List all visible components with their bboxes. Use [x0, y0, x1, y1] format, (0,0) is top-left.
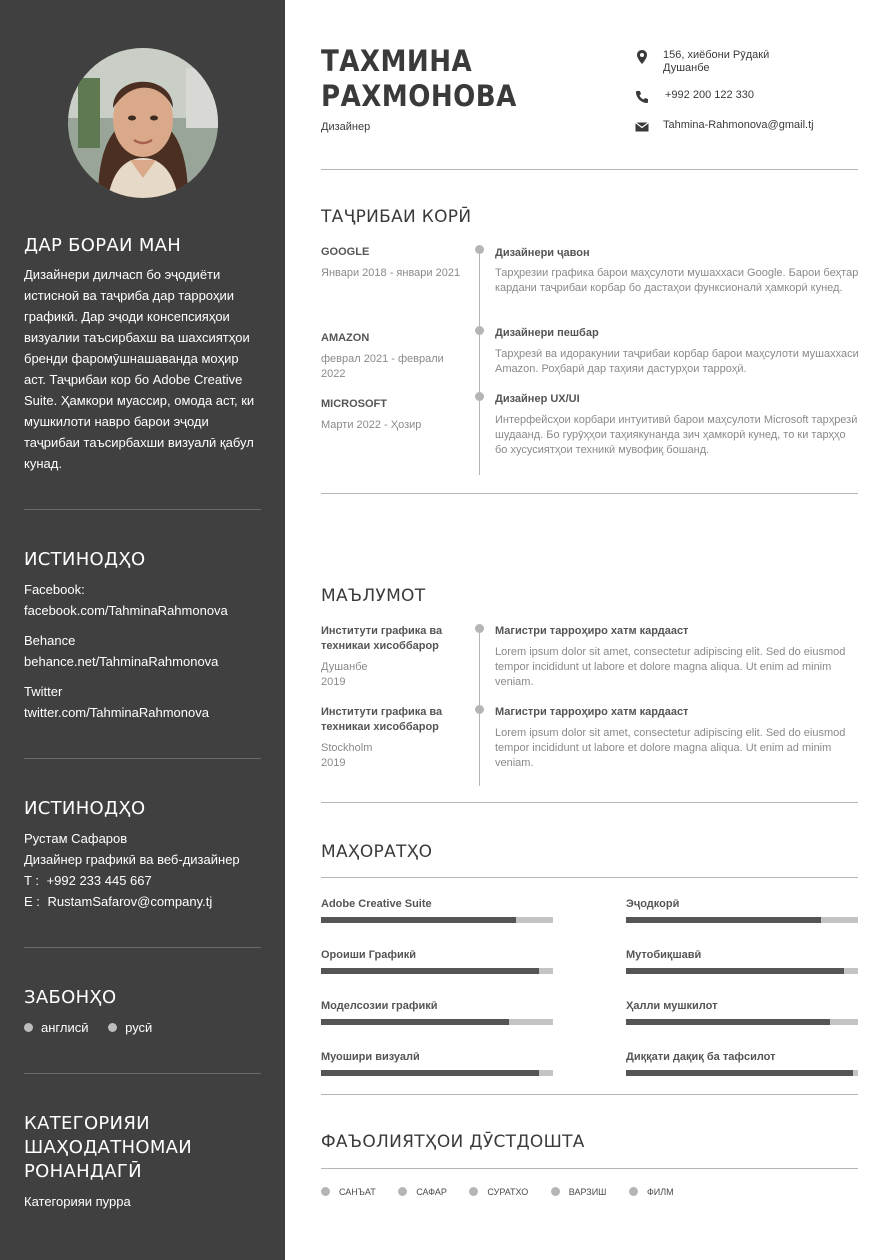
skill-name: Ороиши Графикӣ — [321, 949, 417, 961]
company-name: MICROSOFT — [321, 398, 387, 410]
links-heading: ИСТИНОДҲО — [24, 549, 146, 570]
job-description: Интерфейсҳои корбари интуитивӣ барои маҳсулоти Microsoft тарҳрезӣ шудаанд. Бо гурӯҳҳои таҳиякунанда зич ҳамкорӣ кунед, то ки тарҳҳо бо хусусиятҳои техникӣ мувофиқ бошанд. — [495, 414, 858, 456]
skill-bar-fill — [321, 1070, 539, 1076]
bullet-icon — [398, 1187, 407, 1196]
skills-heading: МАҲОРАТҲО — [321, 842, 433, 862]
company-name: GOOGLE — [321, 246, 370, 258]
skill-name: Диққати дақиқ ба тафсилот — [626, 1051, 776, 1063]
about-text: Дизайнери дилчасп бо эҷодиёти истисноӣ ва таҷриба дар тарроҳии графикӣ. Дар эҷоди консепсияҳои визуалии таъсирбахш ва шахсиятҳои бренди фаромӯшнашаванда моҳир аст. Таҷрибаи кор бо Adobe Creative Suite. Ҳамкори муассир, омода аст, ки мушкилоти навро барои эҷоди таҷрибаи таъсирбахши визуалӣ қабул кунад. — [24, 267, 255, 471]
divider — [24, 947, 261, 948]
divider — [24, 509, 261, 510]
job-title: Дизайнери ҷавон — [495, 247, 590, 259]
skill-bar-fill — [321, 968, 539, 974]
divider — [321, 1094, 858, 1095]
license-value: Категорияи пурра — [24, 1194, 131, 1209]
school-name: Институти графика ва техникаи хисоббарор — [321, 706, 443, 733]
language-item: русӣ — [108, 1020, 152, 1035]
references-heading: ИСТИНОДҲО — [24, 798, 146, 819]
job-dates: Январи 2018 - январи 2021 — [321, 267, 461, 279]
skill-bar — [626, 1070, 858, 1076]
bullet-icon — [108, 1023, 117, 1032]
about-heading: ДАР БОРАИ МАН — [24, 235, 182, 256]
bullet-icon — [469, 1187, 478, 1196]
profile-photo — [68, 48, 218, 198]
timeline-dot — [475, 326, 484, 335]
skill-bar — [321, 917, 553, 923]
link-label-twitter: Twitter — [24, 684, 63, 699]
skill-bar — [626, 1019, 858, 1025]
link-behance[interactable]: behance.net/TahminaRahmonova — [24, 654, 219, 669]
hobbies-heading: ФАЪОЛИЯТҲОИ ДӮСТДОШТА — [321, 1132, 585, 1152]
reference-phone-row — [24, 870, 152, 891]
reference-email-row — [24, 891, 212, 912]
hobby-item: ФИЛМ — [629, 1187, 674, 1197]
skill-bar — [321, 968, 553, 974]
link-label-facebook: Facebook: — [24, 582, 85, 597]
divider — [24, 1073, 261, 1074]
skill-bar — [321, 1070, 553, 1076]
reference-email-label: E : — [24, 894, 40, 909]
bullet-icon — [24, 1023, 33, 1032]
reference-phone: +992 233 445 667 — [46, 873, 152, 888]
timeline-dot — [475, 245, 484, 254]
degree-description: Lorem ipsum dolor sit amet, consectetur adipiscing elit. Sed do eiusmod tempor incididunt ut labore et dolore magna aliqua. Ut enim ad minim veniam. — [495, 727, 846, 769]
bullet-icon — [551, 1187, 560, 1196]
school-year: 2019 — [321, 676, 346, 688]
degree-description: Lorem ipsum dolor sit amet, consectetur adipiscing elit. Sed do eiusmod tempor incididunt ut labore et dolore magna aliqua. Ut enim ad minim veniam. — [495, 646, 846, 688]
job-description: Тарҳрезӣ ва идоракунии таҷрибаи корбар барои маҳсулоти мушаххаси Amazon. Роҳбарӣ дар таҳияи дастурҳои тарроҳӣ. — [495, 348, 859, 375]
degree-title: Магистри тарроҳиро хатм кардааст — [495, 625, 689, 637]
reference-email[interactable]: RustamSafarov@company.tj — [47, 894, 213, 909]
divider — [321, 169, 858, 170]
reference-phone-label: T : — [24, 873, 39, 888]
reference-name: Рустам Сафаров — [24, 831, 128, 846]
school-name: Институти графика ва техникаи хисоббарор — [321, 625, 443, 652]
company-name: AMAZON — [321, 332, 370, 344]
divider — [321, 493, 858, 494]
hobby-item: САФАР — [398, 1187, 447, 1197]
license-heading-line3: РОНАНДАГӢ — [24, 1161, 142, 1182]
license-heading-line2: ШАҲОДАТНОМАИ — [24, 1137, 193, 1158]
bullet-icon — [321, 1187, 330, 1196]
skill-name: Эҷодкорӣ — [626, 898, 680, 910]
skill-bar-fill — [626, 968, 844, 974]
skill-bar — [626, 917, 858, 923]
school-city: Stockholm — [321, 742, 373, 754]
school-city: Душанбе — [321, 661, 368, 673]
sidebar — [0, 0, 285, 1260]
timeline-dot — [475, 705, 484, 714]
skill-bar-fill — [626, 917, 821, 923]
skill-name: Мутобиқшавӣ — [626, 949, 702, 961]
skill-name: Моделсозии графикӣ — [321, 1000, 438, 1012]
skill-bar-fill — [321, 1019, 509, 1025]
job-dates: феврал 2021 - феврали 2022 — [321, 353, 444, 380]
skill-name: Adobe Creative Suite — [321, 898, 432, 910]
experience-heading: ТАҶРИБАИ КОРӢ — [321, 207, 472, 227]
skill-item — [321, 898, 553, 910]
skill-name: Муошири визуалӣ — [321, 1051, 420, 1063]
job-role: Дизайнер — [321, 121, 371, 133]
languages-heading: ЗАБОНҲО — [24, 987, 117, 1008]
divider — [321, 877, 858, 878]
envelope-icon — [634, 119, 650, 135]
divider — [321, 1168, 858, 1169]
job-dates: Марти 2022 - Ҳозир — [321, 419, 422, 431]
job-description: Тарҳрезии графика барои маҳсулоти мушаххаси Google. Барои беҳтар кардани таҷрибаи корбар бо дастаҳои функсионалӣ ҳамкорӣ кунед. — [495, 267, 859, 294]
skill-bar — [626, 968, 858, 974]
skill-bar — [321, 1019, 553, 1025]
hobby-item: ВАРЗИШ — [551, 1187, 607, 1197]
skill-item — [321, 1000, 553, 1012]
location-pin-icon — [634, 49, 650, 65]
job-title: Дизайнер UX/UI — [495, 393, 580, 405]
timeline-dot — [475, 392, 484, 401]
school-year: 2019 — [321, 757, 346, 769]
hobby-item: САНЪАТ — [321, 1187, 376, 1197]
education-heading: МАЪЛУМОТ — [321, 586, 426, 606]
degree-title: Магистри тарроҳиро хатм кардааст — [495, 706, 689, 718]
job-title: Дизайнери пешбар — [495, 327, 599, 339]
phone-icon — [634, 89, 650, 105]
reference-title: Дизайнер графикӣ ва веб-дизайнер — [24, 852, 240, 867]
skill-item — [626, 898, 858, 910]
link-label-behance: Behance — [24, 633, 76, 648]
hobby-item: СУРАТХО — [469, 1187, 528, 1197]
full-name: ТАХМИНА РАХМОНОВА — [321, 44, 517, 113]
timeline-dot — [475, 624, 484, 633]
skill-bar-fill — [626, 1019, 830, 1025]
skill-bar-fill — [626, 1070, 853, 1076]
skill-item — [626, 949, 858, 961]
language-item: англисӣ — [24, 1020, 88, 1035]
skill-name: Ҳалли мушкилот — [626, 1000, 718, 1012]
license-heading-line1: КАТЕГОРИЯИ — [24, 1113, 150, 1134]
bullet-icon — [629, 1187, 638, 1196]
hobbies-list — [321, 1187, 694, 1197]
skill-bar-fill — [321, 917, 516, 923]
divider — [321, 802, 858, 803]
languages-list — [24, 1017, 152, 1038]
divider — [24, 758, 261, 759]
timeline-line — [479, 249, 480, 475]
link-facebook[interactable]: facebook.com/TahminaRahmonova — [24, 603, 228, 618]
skill-item — [626, 1051, 858, 1063]
link-twitter[interactable]: twitter.com/TahminaRahmonova — [24, 705, 209, 720]
skill-item — [626, 1000, 858, 1012]
skill-item — [321, 949, 553, 961]
skill-item — [321, 1051, 553, 1063]
